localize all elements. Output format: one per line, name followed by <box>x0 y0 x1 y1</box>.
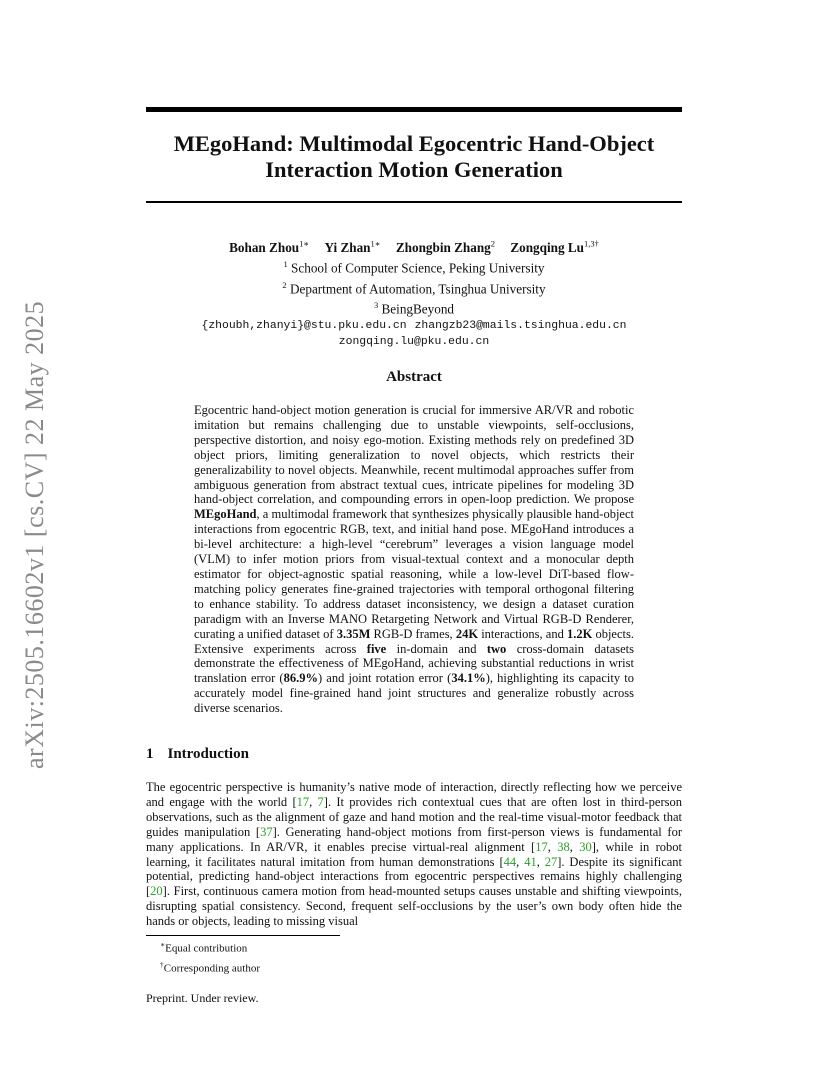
affiliation: $^1$ School of Computer Science, Peking University <box>283 259 545 276</box>
email[interactable]: zongqing.lu@pku.edu.cn <box>338 335 490 348</box>
email[interactable]: zhangzb23@mails.tsinghua.edu.cn <box>414 319 627 332</box>
section-heading: 1 Introduction <box>146 746 249 762</box>
author-names <box>146 236 682 256</box>
author-emails <box>146 318 682 334</box>
citation-link[interactable]: 41 <box>524 854 537 869</box>
abstract-heading: Abstract <box>386 369 442 385</box>
title-line-2: Interaction Motion Generation <box>265 157 563 182</box>
email[interactable]: {zhoubh,zhanyi}@stu.pku.edu.cn <box>201 319 407 332</box>
footnote: ∗Equal contribution <box>160 940 248 955</box>
citation-link[interactable]: 20 <box>150 884 163 899</box>
footnote-rule <box>146 935 340 936</box>
abstract-text: Egocentric hand-object motion generation is crucial for immersive AR/VR and robotic imitation but remains challenging due to unstable viewpoints, self-occlusions, perspective distortion, and noisy ego-motion. Existing methods rely on predefined 3D object priors, limiting generalization to novel objects, which restricts their generalizability to novel objects. Meanwhile, recent multimodal approaches suffer from ambiguous generation from abstract textual cues, intricate pipelines for modeling 3D hand-object correlation, and compounding errors in open-loop prediction. We propose MEgoHand, a multimodal framework that synthesizes physically plausible hand-object interactions from egocentric RGB, text, and initial hand pose. MEgoHand introduces a bi-level architecture: a high-level “cerebrum” leverages a vision language model (VLM) to infer motion priors from visual-textual context and a monocular depth estimator for object-agnostic spatial reasoning, while a low-level DiT-based flow-matching policy generates fine-grained trajectories with temporal orthogonal filtering to enhance stability. To address dataset inconsistency, we design a dataset curation paradigm with an Inverse MANO Retargeting Network and Virtual RGB-D Renderer, curating a unified dataset of 3.35M RGB-D frames, 24K interactions, and 1.2K objects. Extensive experiments across five in-domain and two cross-domain datasets demonstrate the effectiveness of MEgoHand, achieving substantial reductions in wrist translation error (86.9%) and joint rotation error (34.1%), highlighting its capacity to accurately model fine-grained hand joint structures and generalize robustly across diverse scenarios. <box>194 403 634 716</box>
citation-link[interactable]: 44 <box>503 854 517 869</box>
citation-link[interactable]: 7 <box>317 794 324 809</box>
title-rule-bottom <box>146 201 682 203</box>
citation-link[interactable]: 37 <box>260 824 273 839</box>
author: Zhongbin Zhang$^2$ <box>395 239 496 256</box>
affiliation: $^2$ Department of Automation, Tsinghua University <box>282 279 546 297</box>
author: Yi Zhan$^{1∗}$ <box>324 239 381 256</box>
title-rule-top <box>146 107 682 112</box>
citation-link[interactable]: 17 <box>296 794 310 809</box>
citation-link[interactable]: 38 <box>557 839 570 854</box>
footnotes <box>160 937 260 976</box>
title-line-1: MEgoHand: Multimodal Egocentric Hand-Object <box>173 131 655 156</box>
footnote: †Corresponding author <box>160 959 260 975</box>
author-block <box>146 236 682 350</box>
paper-title <box>146 131 682 183</box>
affiliation: $^3$ BeingBeyond <box>373 300 455 317</box>
citation-link[interactable]: 17 <box>535 839 548 854</box>
preprint-note: Preprint. Under review. <box>146 991 259 1005</box>
author: Bohan Zhou$^{1∗}$ <box>229 239 310 256</box>
arxiv-stamp: arXiv:2505.16602v1 [cs.CV] 22 May 2025 <box>20 300 49 770</box>
citation-link[interactable]: 30 <box>579 839 592 854</box>
citation-link[interactable]: 27 <box>544 854 558 869</box>
author: Zongqing $Lu^{1,3\dagger}$ <box>510 239 599 256</box>
introduction-text: The egocentric perspective is humanity’s native mode of interaction, directly reflecting how we perceive and engage with the world [17, 7]. It provides rich contextual cues that are often lost in third-person observations, such as the alignment of gaze and hand motion and the real-time visual-motor feedback that guides manipulation [37]. Generating hand-object motions from first-person views is fundamental for many applications. In AR/VR, it enables precise virtual-real alignment [17, 38, 30], while in robot learning, it facilitates natural imitation from human demonstrations [44, 41, 27]. Despite its significant potential, predicting hand-object interactions from egocentric perspectives remains highly challenging [20]. First, continuous camera motion from head-mounted setups causes unstable and shifting viewpoints, disrupting spatial consistency. Second, frequent self-occlusions by the user’s own body often hide the hands or objects, leading to missing visual <box>146 780 683 929</box>
